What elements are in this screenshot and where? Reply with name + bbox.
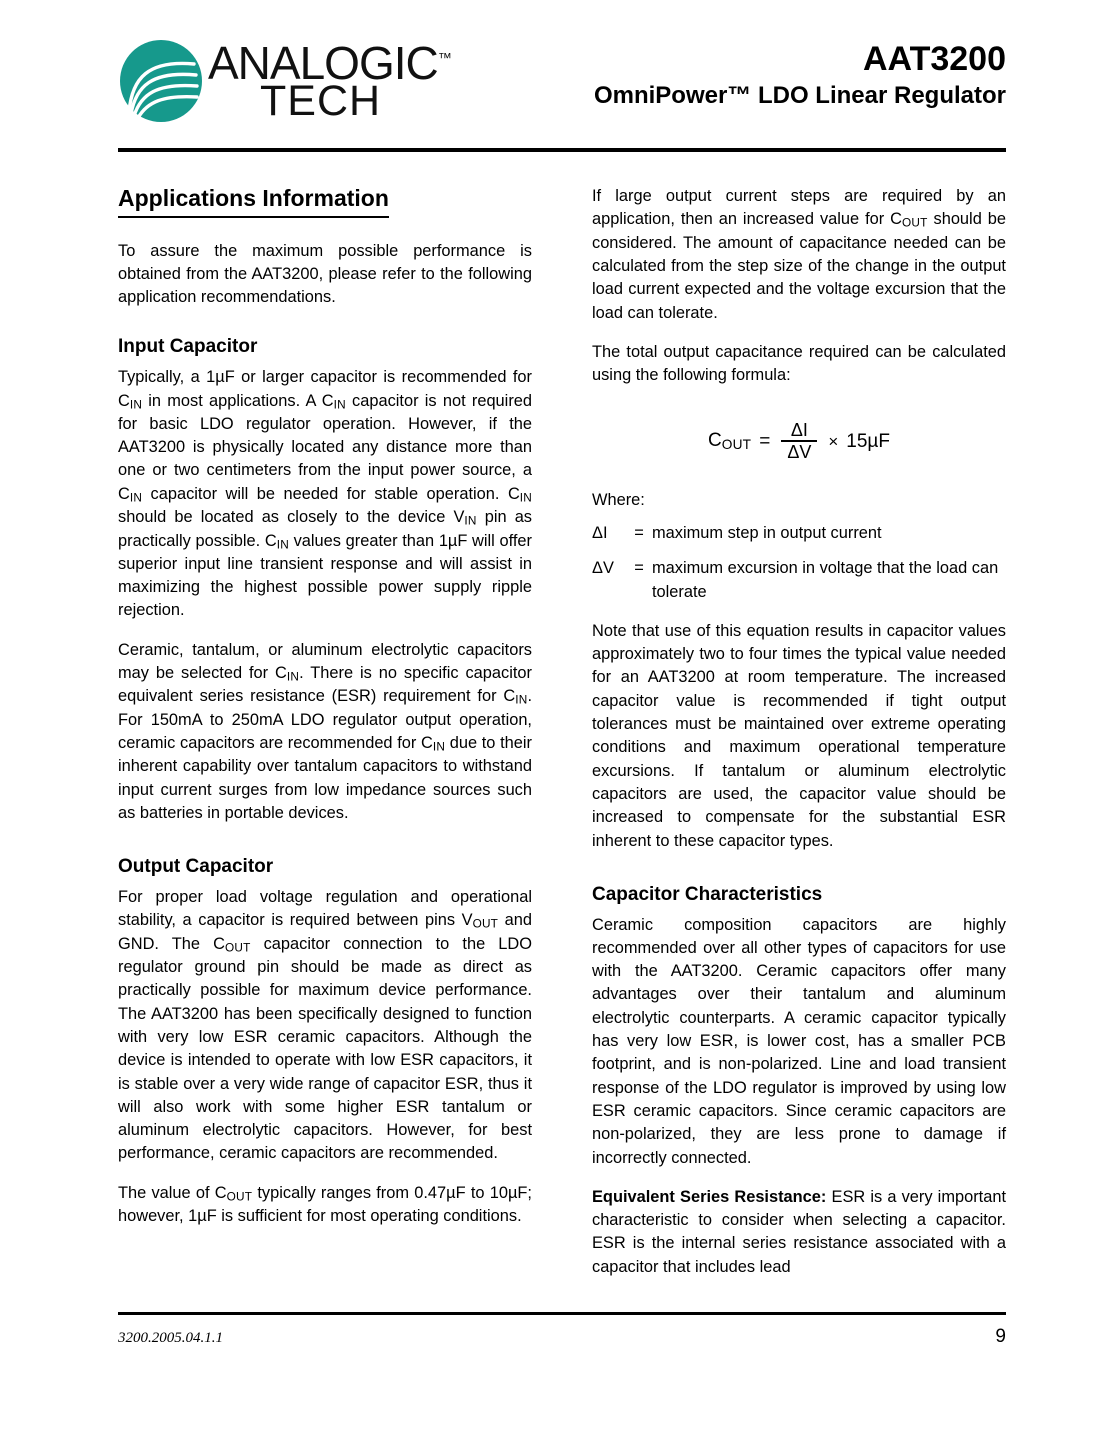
text-run: should be considered. The amount of capacitance needed can be calculated from the step size of the change in the output load current expected and the voltage excursion that the load can tolerate.	[592, 210, 1006, 322]
content-columns	[118, 185, 1006, 1279]
text-run: Typically, a 1µF or larger capacitor is recommended for C	[118, 368, 532, 410]
output-capacitor-paragraph-2	[118, 1182, 532, 1229]
text-run: Ceramic, tantalum, or aluminum electrolytic capacitors may be selected for C	[118, 640, 532, 683]
equation-note-paragraph: Note that use of this equation results in capacitor values approximately two to four times the typical value needed for an AAT3200 at room temperature. The increased capacitor value is recommended if tight output tolerances must be maintained over extreme operating conditions and maximum operational temperature excursions. If tantalum or aluminum electrolytic capacitors are used, the capacitor value should be increased to compensate for the substantial ESR inherent to these capacitor types.	[592, 621, 1006, 850]
text-run: The value of C	[118, 1183, 227, 1202]
footer-divider	[118, 1312, 1006, 1315]
text-run: in most applications. A C	[142, 391, 334, 410]
subscript-in: IN	[333, 397, 346, 412]
capacitance-formula	[592, 421, 1006, 461]
esr-paragraph	[592, 1186, 1006, 1279]
text-run: capacitor is not required for basic LDO regulator operation. However, if the AAT3200 is physically located any distance more than one or two centimeters from the input power source, a C	[118, 391, 533, 503]
text-run: and GND. The C	[118, 911, 532, 953]
company-logo	[118, 38, 452, 124]
subscript-in: IN	[515, 693, 528, 707]
subscript-out: OUT	[902, 215, 928, 230]
heading-output-capacitor: Output Capacitor	[118, 856, 274, 878]
text-run: typically ranges from 0.47µF to 10µF; however, 1µF is sufficient for most operating conditions.	[118, 1183, 532, 1226]
text-run: values greater than 1µF will offer superior input line transient response and will assist in maximizing the highest possible power supply ripple rejection.	[118, 531, 532, 620]
definition-row	[592, 557, 1006, 604]
subscript-in: IN	[129, 397, 143, 412]
page-number: 9	[995, 1326, 1006, 1347]
logo-analogic-text: ANALOGIC™	[208, 36, 452, 89]
subscript-out: OUT	[226, 1189, 253, 1204]
subscript-in: IN	[519, 490, 532, 505]
analogic-tech-logo-icon	[118, 38, 204, 124]
page-footer	[118, 1326, 1006, 1348]
output-current-steps-paragraph	[592, 185, 1006, 325]
heading-capacitor-characteristics: Capacitor Characteristics	[592, 883, 823, 905]
formula-denominator: ΔV	[787, 441, 812, 462]
intro-paragraph: To assure the maximum possible performance is obtained from the AAT3200, please refer to the following application recommendations.	[118, 241, 532, 307]
text-run: ESR is a very important characteristic to consider when selecting a capacitor. ESR is the internal series resistance associated with a capacitor that includes lead	[592, 1187, 1007, 1276]
document-revision-code: 3200.2005.04.1.1	[118, 1330, 223, 1346]
text-run: . There is no specific capacitor equivalent series resistance (ESR) requirement for C	[118, 664, 532, 706]
where-label: Where:	[592, 490, 645, 509]
right-column	[592, 185, 1006, 1279]
page-title: Applications Information	[118, 185, 389, 218]
definition-row	[592, 522, 1006, 545]
input-capacitor-paragraph-2	[118, 639, 532, 826]
product-title: OmniPower™ LDO Linear Regulator	[593, 81, 1006, 109]
formula-rhs: 15µF	[846, 430, 890, 452]
input-capacitor-paragraph-1	[118, 366, 532, 623]
heading-input-capacitor: Input Capacitor	[118, 336, 258, 358]
text-run: capacitor connection to the LDO regulator ground pin should be made as direct as practically possible for maximum device performance. The AAT3200 has been specifically designed to function with very low ESR ceramic capacitors. Although the device is intended to operate with low ESR capacitors, it is stable over a very wide range of capacitor ESR, thus it will also work with some higher ESR tantalum or aluminum electrolytic capacitors. However, for best performance, ceramic capacitors are recommended.	[118, 934, 532, 1163]
definition-text: maximum excursion in voltage that the load can tolerate	[652, 559, 999, 601]
formula-intro-paragraph: The total output capacitance required can be calculated using the following formula:	[592, 342, 1006, 385]
esr-lead-in: Equivalent Series Resistance:	[592, 1187, 827, 1206]
definition-equals: =	[634, 559, 644, 578]
formula-lhs: $C_{OUT}$	[708, 429, 752, 452]
formula-equals: =	[759, 430, 771, 452]
formula-times-operator: ×	[828, 431, 839, 451]
text-run: pin as practically possible. C	[118, 508, 533, 550]
subscript-in: IN	[276, 537, 289, 552]
text-run: capacitor will be needed for stable operation. C	[142, 484, 520, 503]
text-run: . For 150mA to 250mA LDO regulator output operation, ceramic capacitors are recommended for C	[118, 687, 532, 753]
subscript-in: IN	[432, 739, 446, 754]
header-divider	[118, 148, 1006, 152]
subscript-out: OUT	[721, 436, 752, 452]
subscript-in: IN	[129, 490, 143, 505]
left-column	[118, 185, 532, 1279]
logo-tech-text: TECH	[260, 76, 382, 125]
subscript-in: IN	[286, 669, 300, 684]
text-run: For proper load voltage regulation and operational stability, a capacitor is required between pins V	[118, 888, 532, 930]
subscript-out: OUT	[224, 940, 251, 955]
capacitor-characteristics-paragraph-1: Ceramic composition capacitors are highly recommended over all other types of capacitors for use with the AAT3200. Ceramic capacitors offer many advantages over their tantalum and aluminum electrolytic counterparts. A ceramic capacitor typically has very low ESR, is lower cost, has a smaller PCB footprint, and is non-polarized. Line and load transient response of the LDO regulator is improved by using low ESR ceramic capacitors. Since ceramic capacitors are non-polarized, they are less prone to damage if incorrectly connected.	[592, 915, 1006, 1167]
header-titles	[594, 42, 1006, 110]
subscript-out: OUT	[472, 916, 499, 931]
logo-wordmark	[208, 36, 452, 125]
formula-numerator: ΔI	[790, 420, 808, 441]
formula-fraction	[781, 421, 817, 461]
text-run: due to their inherent capability over tantalum capacitors to withstand input current surges from low impedance sources such as batteries in portable devices.	[118, 734, 532, 823]
definition-equals: =	[634, 523, 644, 542]
formula-expression	[708, 421, 890, 461]
part-number: AAT3200	[863, 40, 1006, 78]
definition-symbol: ΔI	[592, 523, 608, 542]
text-run: should be located as closely to the device V	[118, 508, 465, 527]
logo-trademark-symbol: ™	[437, 49, 452, 66]
definition-text: maximum step in output current	[652, 523, 882, 542]
definition-symbol: ΔV	[592, 559, 614, 578]
output-capacitor-paragraph-1	[118, 886, 532, 1166]
subscript-in: IN	[464, 513, 477, 528]
page-header	[118, 38, 1006, 148]
text-run: If large output current steps are required by an application, then an increased value for C	[592, 187, 1006, 229]
